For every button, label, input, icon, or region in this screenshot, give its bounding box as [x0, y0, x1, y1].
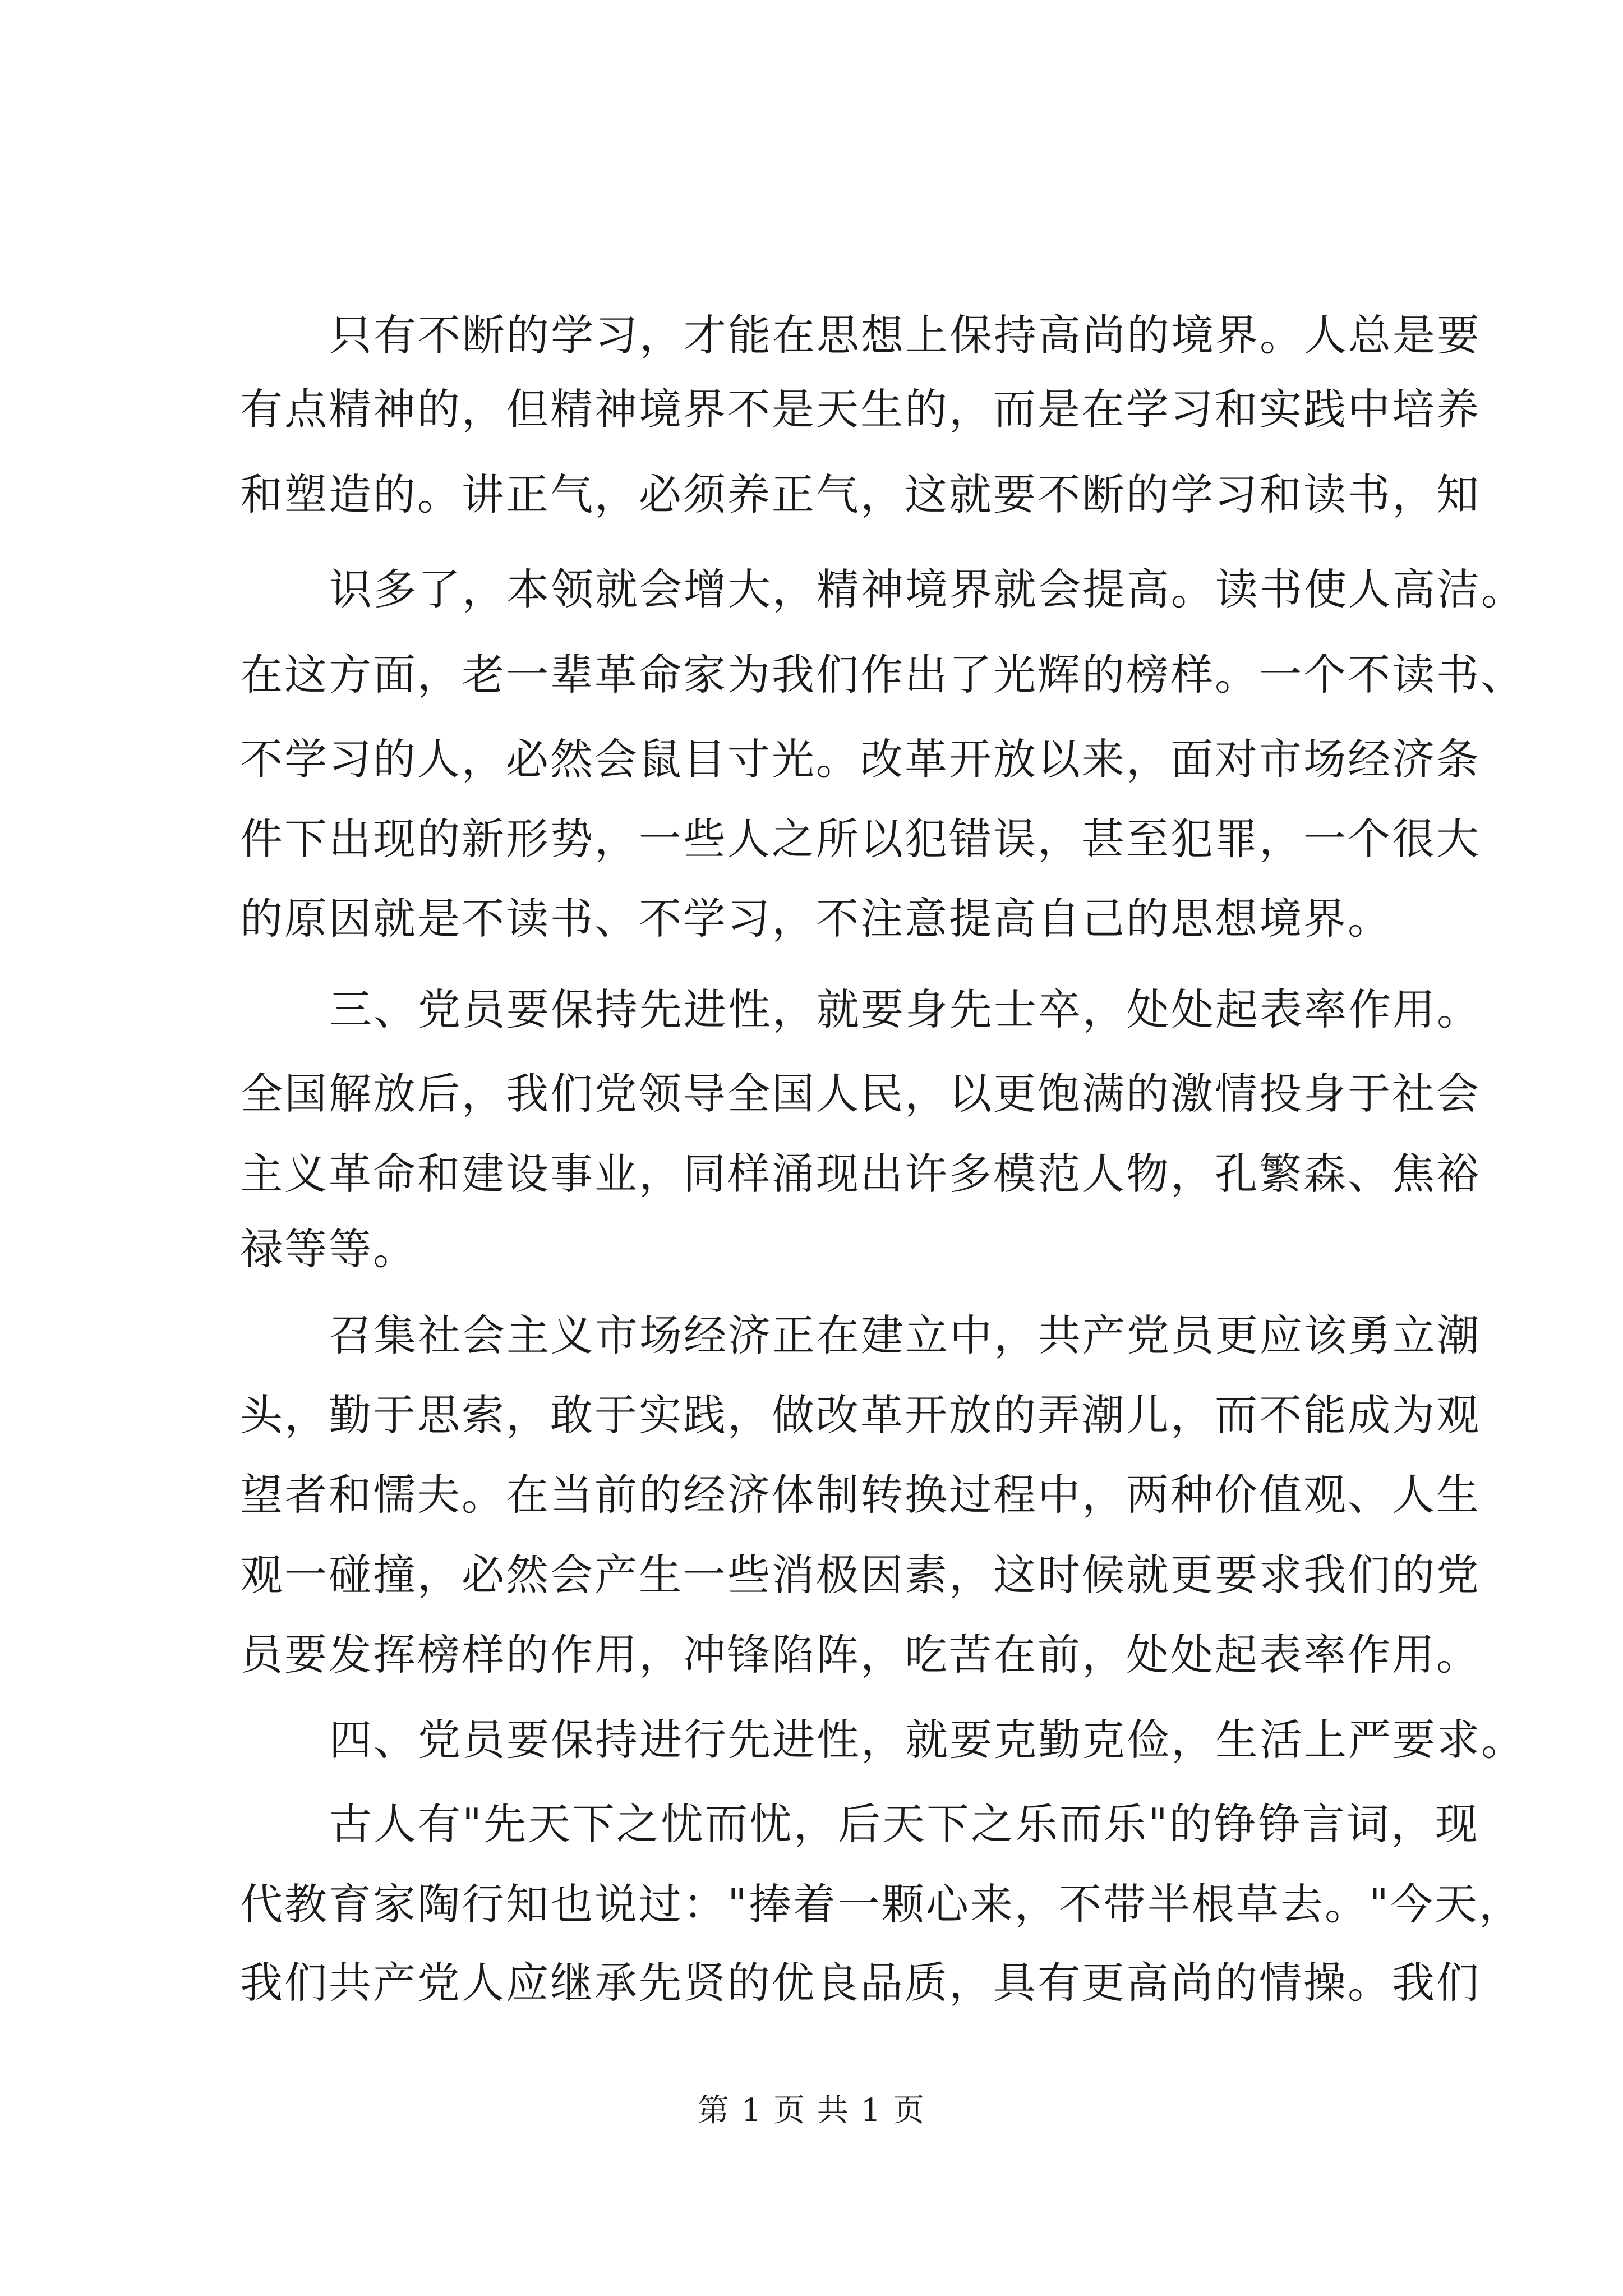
text-line-18: 四、党员要保持进行先进性，就要克勤克俭，生活上严要求。 [329, 1715, 1525, 1765]
text-line-6: 不学习的人，必然会鼠目寸光。改革开放以来，面对市场经济条 [240, 734, 1481, 784]
text-line-4: 识多了，本领就会增大，精神境界就会提高。读书使人高洁。 [329, 564, 1525, 614]
page-footer: 第 1 页 共 1 页 [697, 2092, 926, 2129]
text-line-19: 古人有"先天下之忧而忧，后天下之乐而乐"的铮铮言词，现 [329, 1799, 1479, 1849]
text-line-8: 的原因就是不读书、不学习，不注意提高自己的思想境界。 [240, 894, 1392, 944]
text-line-21: 我们共产党人应继承先贤的优良品质，具有更高尚的情操。我们 [240, 1958, 1481, 2008]
text-line-10: 全国解放后，我们党领导全国人民，以更饱满的激情投身于社会 [240, 1069, 1481, 1119]
text-line-1: 只有不断的学习，才能在思想上保持高尚的境界。人总是要 [329, 310, 1481, 360]
text-line-3: 和塑造的。讲正气，必须养正气，这就要不断的学习和读书，知 [240, 470, 1481, 519]
text-line-7: 件下出现的新形势，一些人之所以犯错误，甚至犯罪，一个很大 [240, 814, 1481, 864]
text-line-12: 禄等等。 [240, 1224, 417, 1274]
text-line-17: 员要发挥榜样的作用，冲锋陷阵，吃苦在前，处处起表率作用。 [240, 1630, 1481, 1680]
text-line-9: 三、党员要保持先进性，就要身先士卒，处处起表率作用。 [329, 984, 1481, 1034]
text-line-5: 在这方面，老一辈革命家为我们作出了光辉的榜样。一个不读书、 [240, 650, 1525, 700]
text-line-14: 头，勤于思索，敢于实践，做改革开放的弄潮儿，而不能成为观 [240, 1390, 1481, 1440]
text-line-2: 有点精神的，但精神境界不是天生的，而是在学习和实践中培养 [240, 384, 1481, 434]
text-line-13: 召集社会主义市场经济正在建立中，共产党员更应该勇立潮 [329, 1310, 1481, 1360]
text-line-15: 望者和懦夫。在当前的经济体制转换过程中，两种价值观、人生 [240, 1470, 1481, 1520]
text-line-11: 主义革命和建设事业，同样涌现出许多模范人物，孔繁森、焦裕 [240, 1149, 1481, 1199]
text-line-16: 观一碰撞，必然会产生一些消极因素，这时候就更要求我们的党 [240, 1550, 1481, 1600]
text-line-20: 代教育家陶行知也说过："捧着一颗心来，不带半根草去。"今天， [240, 1879, 1523, 1929]
